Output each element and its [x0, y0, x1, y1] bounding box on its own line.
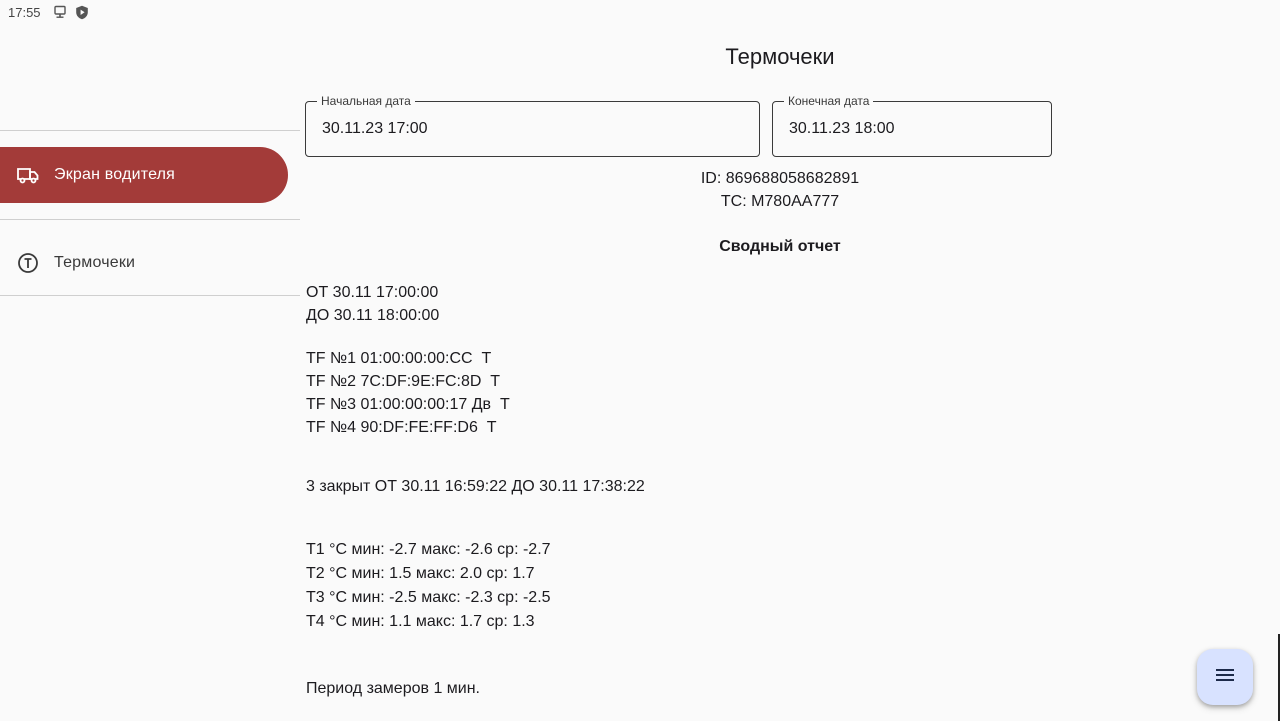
start-date-field[interactable] — [305, 94, 760, 157]
sensor-line: TF №2 7C:DF:9E:FC:8D Т — [306, 373, 501, 390]
drawer-divider — [0, 130, 300, 131]
report-to: ДО 30.11 18:00:00 — [306, 307, 440, 324]
report-from: ОТ 30.11 17:00:00 — [306, 284, 439, 301]
sidebar-item-driver-screen[interactable] — [0, 147, 288, 203]
page-title: Термочеки — [725, 44, 835, 69]
sidebar-item-thermochecks[interactable] — [0, 235, 288, 291]
temperature-line: Т2 °С мин: 1.5 макс: 2.0 ср: 1.7 — [306, 565, 535, 582]
sensor-line: TF №4 90:DF:FE:FF:D6 Т — [306, 419, 497, 436]
start-date-label: Начальная дата — [317, 95, 415, 107]
measurement-period: Период замеров 1 мин. — [306, 680, 480, 697]
temperature-line: Т3 °С мин: -2.5 макс: -2.3 ср: -2.5 — [306, 589, 551, 606]
drawer-divider — [0, 219, 300, 220]
device-id: ID: 869688058682891 — [700, 170, 860, 187]
navigation-drawer — [0, 24, 300, 721]
sensor-line: TF №1 01:00:00:00:CC Т — [306, 350, 492, 367]
temperature-line: Т4 °С мин: 1.1 макс: 1.7 ср: 1.3 — [306, 613, 535, 630]
report-title: Сводный отчет — [719, 238, 841, 255]
t-circle-icon — [16, 251, 40, 275]
truck-icon — [16, 163, 40, 187]
end-date-value[interactable]: 30.11.23 18:00 — [789, 120, 895, 137]
sidebar-item-label: Термочеки — [54, 254, 136, 271]
end-date-field[interactable] — [772, 94, 1052, 157]
end-date-label: Конечная дата — [784, 95, 873, 107]
status-time: 17:55 — [8, 4, 41, 20]
status-bar — [0, 0, 1280, 24]
door-event-line: 3 закрыт ОТ 30.11 16:59:22 ДО 30.11 17:38:22 — [306, 478, 645, 495]
menu-icon — [1215, 668, 1235, 687]
temperature-line: Т1 °С мин: -2.7 макс: -2.6 ср: -2.7 — [306, 541, 551, 558]
computer-icon — [53, 5, 67, 19]
shield-play-icon — [75, 5, 89, 20]
sensor-line: TF №3 01:00:00:00:17 Дв Т — [306, 396, 510, 413]
start-date-value[interactable]: 30.11.23 17:00 — [322, 120, 428, 137]
vehicle-number: ТС: М780АА777 — [720, 193, 840, 210]
menu-fab-button[interactable] — [1197, 649, 1253, 705]
drawer-divider — [0, 295, 300, 296]
sidebar-item-label: Экран водителя — [54, 166, 176, 183]
